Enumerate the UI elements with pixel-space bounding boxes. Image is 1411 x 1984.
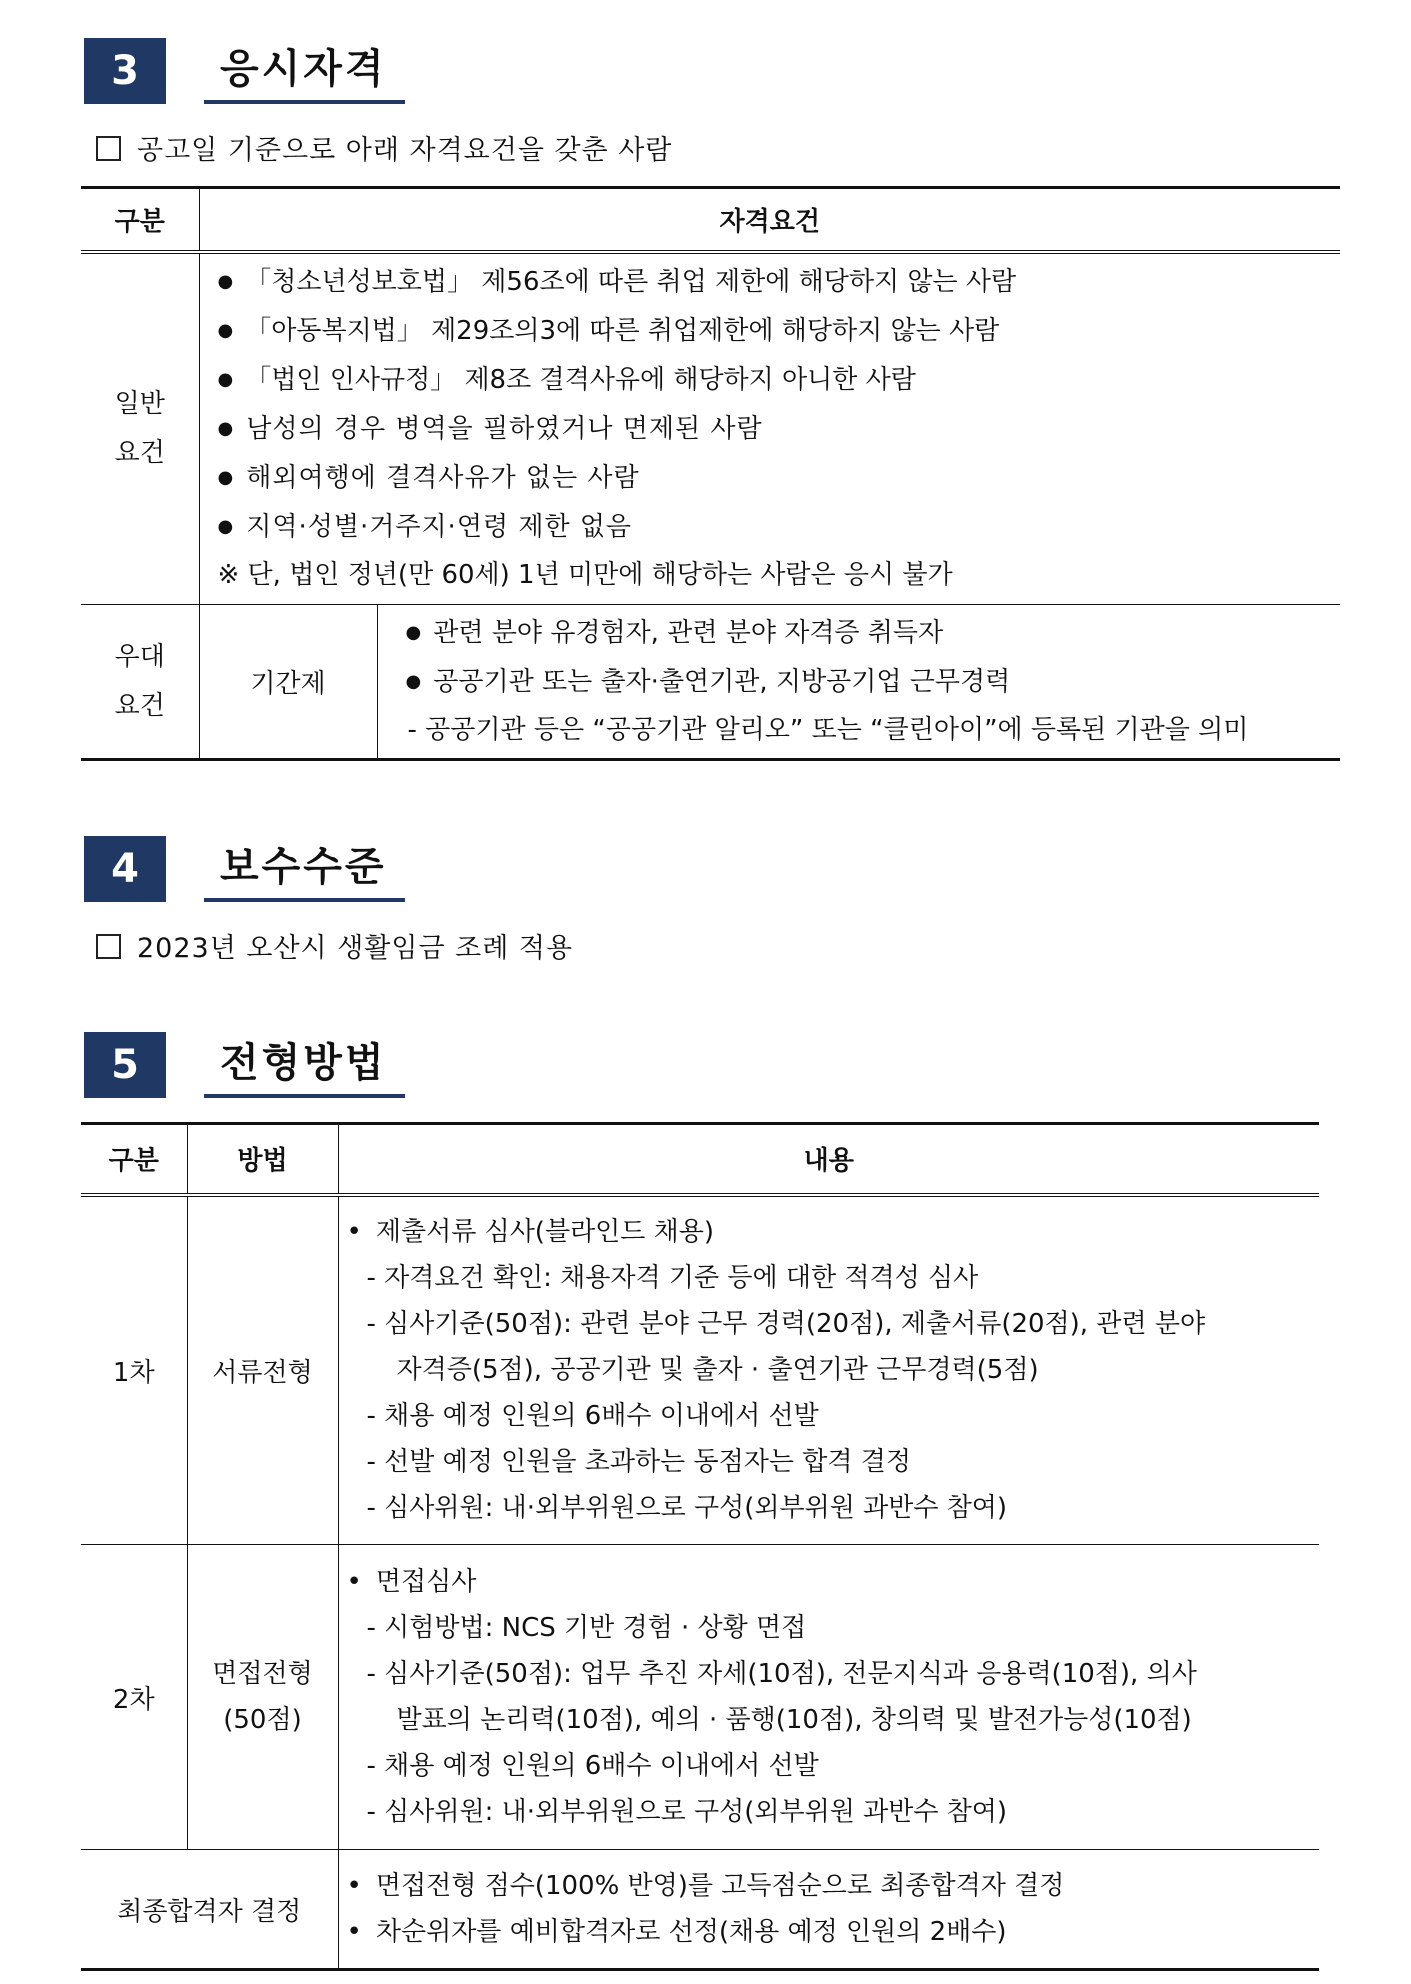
selection-method-table — [81, 1122, 1319, 1971]
list-item: ● 관련 분야 유경험자, 관련 분야 자격증 취득자 — [406, 608, 1341, 657]
list-item: • 제출서류 심사(블라인드 채용) — [347, 1209, 1320, 1255]
table-header-row — [81, 1124, 1319, 1195]
list-item: - 심사기준(50점): 업무 추진 자세(10점), 전문지식과 응용력(10점), 의사 — [366, 1659, 1197, 1689]
section-3-note: 공고일 기준으로 아래 자격요건을 갖춘 사람 — [96, 128, 672, 167]
preferred-requirements-row — [81, 605, 1340, 760]
list-item: - 채용 예정 인원의 6배수 이내에서 선발 — [366, 1751, 819, 1781]
dash-note: - 공공기관 등은 “공공기관 알리오” 또는 “클린아이”에 등록된 기관을 의미 — [407, 715, 1249, 745]
section-number-badge: 4 — [84, 836, 166, 902]
header-category: 구분 — [81, 188, 199, 252]
final-decision-label: 최종합격자 결정 — [81, 1850, 338, 1970]
section-number-badge: 3 — [84, 38, 166, 104]
list-item: ● 해외여행에 결격사유가 없는 사람 — [218, 453, 1341, 502]
stage-1-row — [81, 1195, 1319, 1545]
footnote: ※ 단, 법인 정년(만 60세) 1년 미만에 해당하는 사람은 응시 불가 — [217, 560, 953, 591]
final-decision-content — [338, 1850, 1319, 1970]
header-content: 내용 — [803, 1146, 854, 1177]
list-item: 발표의 논리력(10점), 예의 · 품행(10점), 창의력 및 발전가능성(10점) — [396, 1705, 1192, 1735]
list-item: - 심사위원: 내·외부위원으로 구성(외부위원 과반수 참여) — [366, 1797, 1008, 1827]
final-decision-row — [81, 1850, 1319, 1970]
stage-label: 1차 — [81, 1195, 187, 1545]
list-item: - 자격요건 확인: 채용자격 기준 등에 대한 적격성 심사 — [366, 1263, 979, 1294]
list-item: • 면접심사 — [347, 1559, 1320, 1605]
list-item: ● 공공기관 또는 출자·출연기관, 지방공기업 근무경력 — [406, 657, 1341, 706]
checkbox-square-icon — [96, 136, 121, 161]
list-item: ● 지역·성별·거주지·연령 제한 없음 — [218, 502, 1341, 551]
list-item: - 시험방법: NCS 기반 경험 · 상황 면접 — [366, 1613, 807, 1643]
general-items — [199, 252, 1340, 605]
header-stage: 구분 — [81, 1124, 187, 1195]
checkbox-square-icon — [96, 934, 121, 959]
qualification-table — [81, 186, 1340, 761]
list-item: ● 「법인 인사규정」 제8조 결격사유에 해당하지 아니한 사람 — [218, 355, 1341, 404]
method-label: 면접전형 (50점) — [187, 1545, 338, 1850]
method-label: 서류전형 — [187, 1195, 338, 1545]
list-item: - 선발 예정 인원을 초과하는 동점자는 합격 결정 — [366, 1447, 911, 1478]
stage-2-row — [81, 1545, 1319, 1850]
header-method: 방법 — [187, 1124, 338, 1195]
general-requirements-row — [81, 252, 1340, 605]
general-label: 일반 요건 — [81, 252, 199, 605]
preferred-items — [377, 605, 1340, 760]
stage-2-content — [338, 1545, 1319, 1850]
stage-1-content — [338, 1195, 1319, 1545]
list-item: 자격증(5점), 공공기관 및 출자 · 출연기관 근무경력(5점) — [396, 1355, 1039, 1386]
list-item: ● 「아동복지법」 제29조의3에 따른 취업제한에 해당하지 않는 사람 — [218, 306, 1341, 355]
list-item: • 면접전형 점수(100% 반영)를 고득점순으로 최종합격자 결정 — [347, 1863, 1320, 1909]
header-requirements: 자격요건 — [719, 206, 820, 237]
stage-label: 2차 — [81, 1545, 187, 1850]
section-title: 응시자격 — [204, 38, 405, 104]
section-number-badge: 5 — [84, 1032, 166, 1098]
preferred-label: 우대 요건 — [81, 605, 199, 760]
list-item: • 차순위자를 예비합격자로 선정(채용 예정 인원의 2배수) — [347, 1909, 1320, 1955]
section-4-note: 2023년 오산시 생활임금 조례 적용 — [96, 926, 573, 965]
list-item: - 심사기준(50점): 관련 분야 근무 경력(20점), 제출서류(20점), 관련 분야 — [366, 1309, 1206, 1340]
list-item: ● 남성의 경우 병역을 필하였거나 면제된 사람 — [218, 404, 1341, 453]
list-item: ● 「청소년성보호법」 제56조에 따른 취업 제한에 해당하지 않는 사람 — [218, 257, 1341, 306]
preferred-sub-label: 기간제 — [199, 605, 377, 760]
table-header-row — [81, 188, 1340, 252]
list-item: - 심사위원: 내·외부위원으로 구성(외부위원 과반수 참여) — [366, 1493, 1008, 1524]
list-item: - 채용 예정 인원의 6배수 이내에서 선발 — [366, 1401, 819, 1432]
section-title: 보수수준 — [204, 836, 405, 902]
section-title: 전형방법 — [204, 1032, 405, 1098]
